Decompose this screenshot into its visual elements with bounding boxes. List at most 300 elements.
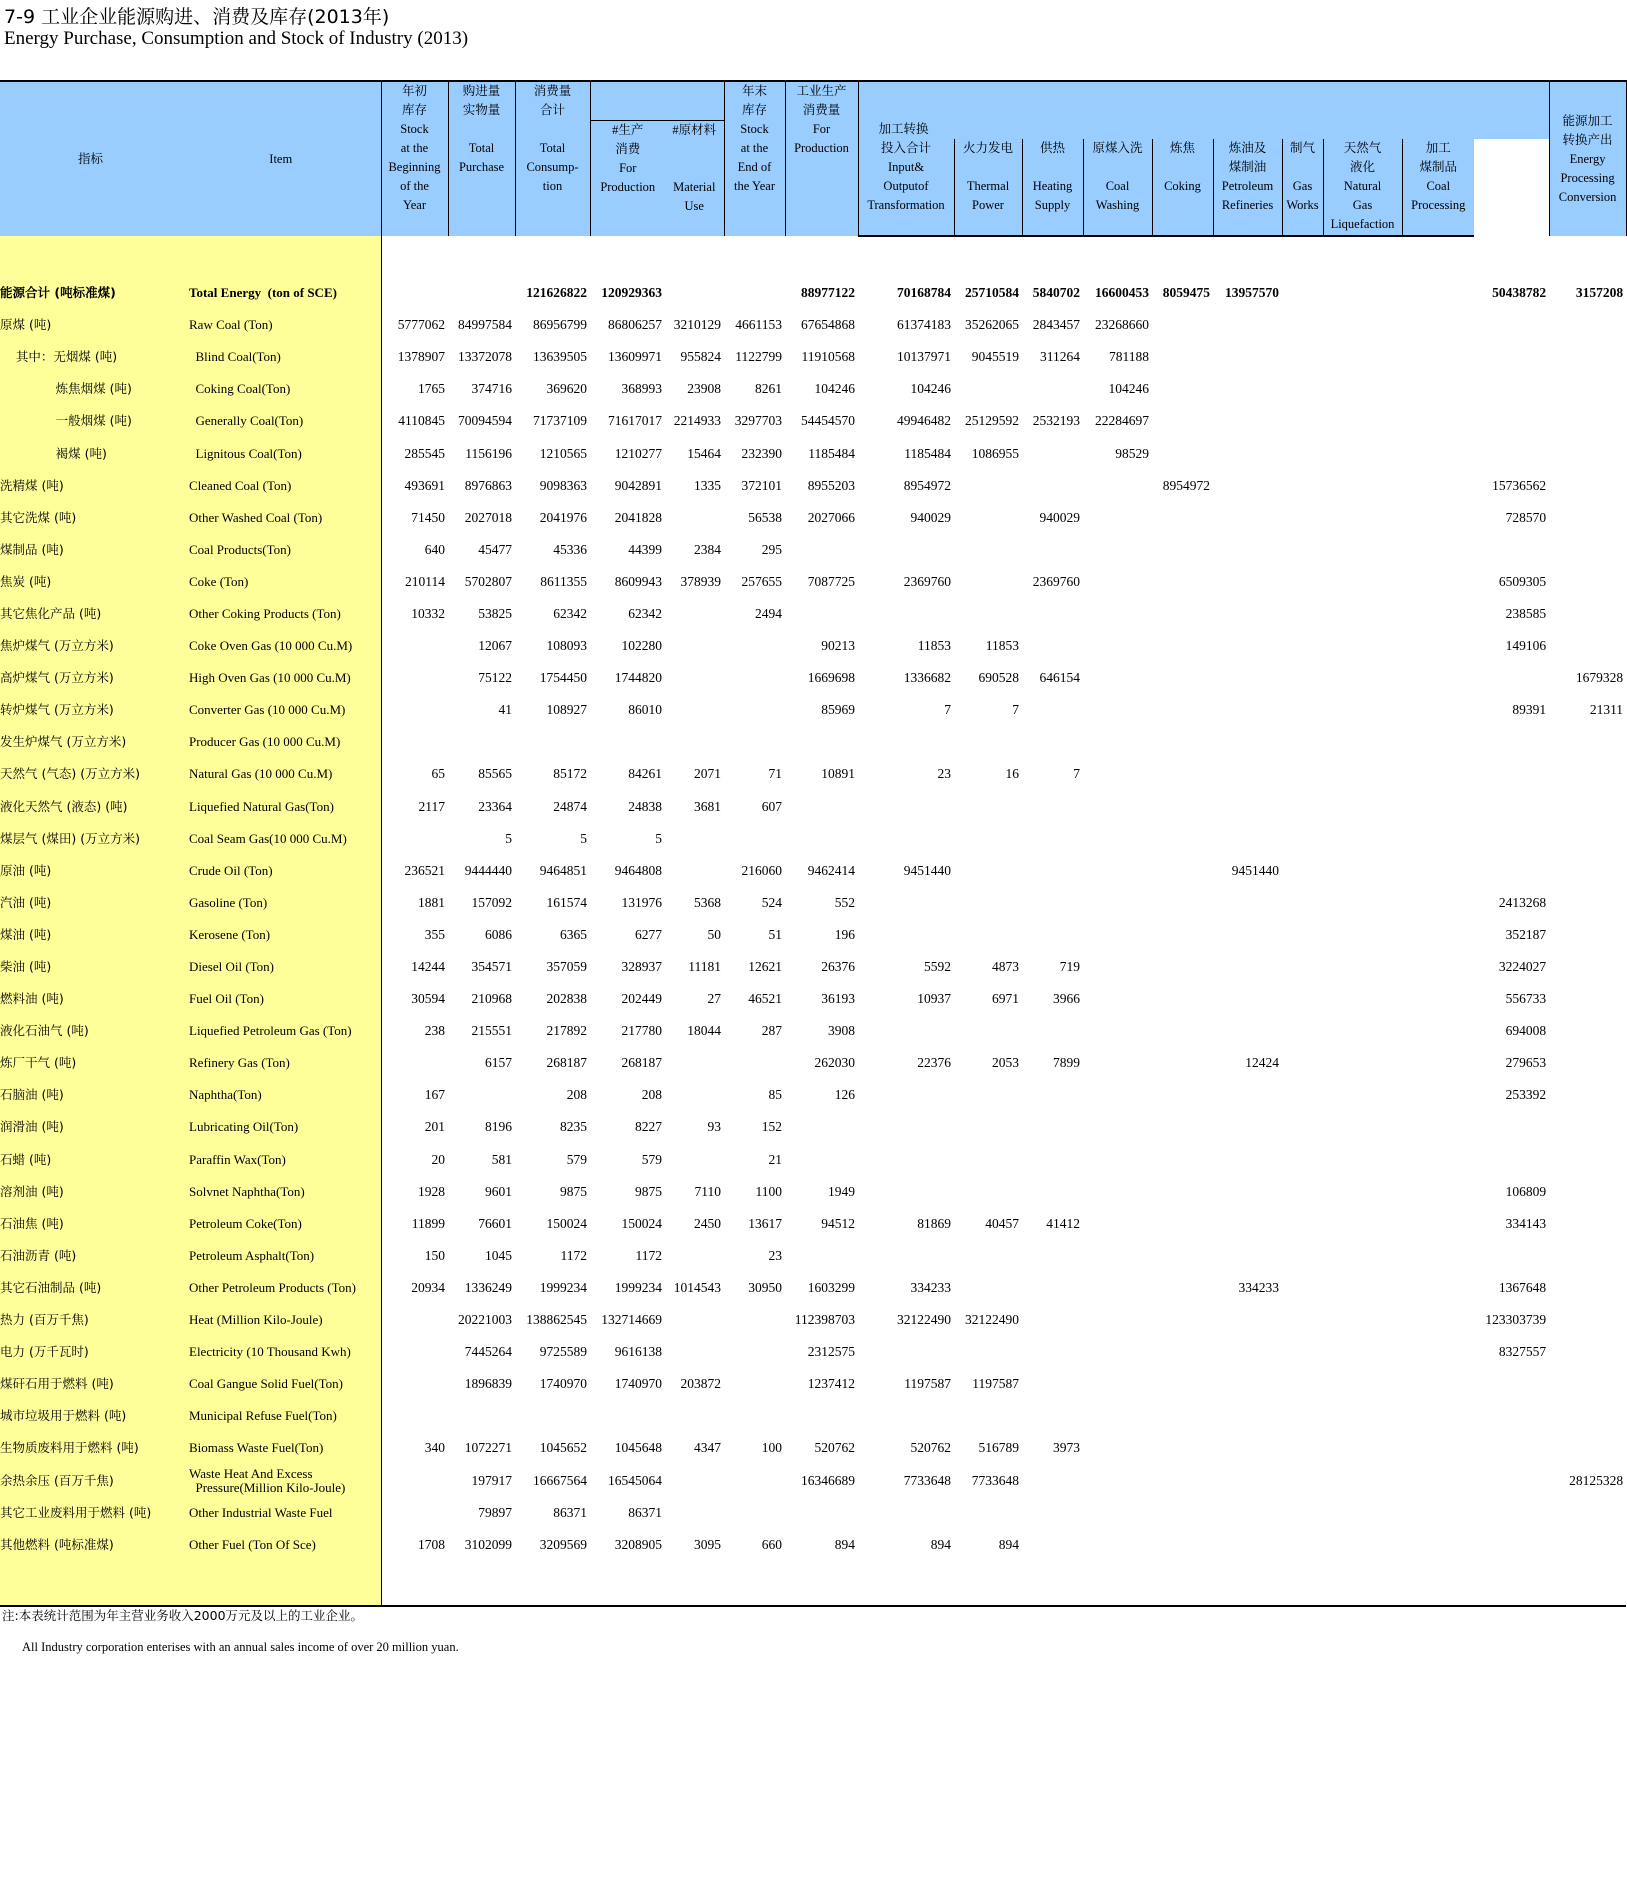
table-cell — [665, 1336, 724, 1368]
table-cell: 71 — [768, 766, 782, 782]
table-cell — [1402, 1497, 1474, 1529]
table-cell — [665, 662, 724, 694]
table-cell: 23 — [937, 766, 951, 782]
table-cell: 1336682 — [903, 670, 951, 686]
table-cell: 1210277 — [614, 445, 662, 461]
table-cell: 15464 — [687, 445, 721, 461]
table-cell: 61374183 — [897, 317, 951, 333]
table-cell — [954, 791, 1022, 823]
table-cell: 9451440 — [903, 862, 951, 878]
table-cell: 328937 — [621, 959, 662, 975]
table-row — [0, 791, 1627, 823]
table-cell — [448, 726, 515, 758]
table-cell: 2843457 — [1032, 317, 1080, 333]
table-cell — [1549, 1208, 1626, 1240]
table-cell — [1213, 823, 1282, 855]
table-cell — [1022, 919, 1083, 951]
table-cell — [1474, 1497, 1549, 1529]
row-label-cn: 城市垃圾用于燃料 (吨) — [0, 1400, 181, 1432]
table-cell — [1402, 1464, 1474, 1496]
row-label-cn: 能源合计 (吨标准煤) — [0, 277, 181, 309]
table-cell — [1474, 1368, 1549, 1400]
table-cell: 25129592 — [965, 413, 1019, 429]
row-label-en: Other Washed Coal (Ton) — [181, 502, 381, 534]
table-cell — [1323, 1432, 1402, 1464]
table-cell — [954, 534, 1022, 566]
table-cell — [1323, 855, 1402, 887]
table-cell: 12067 — [478, 638, 512, 654]
table-cell — [1083, 919, 1152, 951]
row-label-cn: 其中：无烟煤 (吨) — [0, 341, 181, 373]
table-cell: 4873 — [992, 959, 1019, 975]
table-cell — [1152, 1464, 1213, 1496]
table-cell — [1402, 373, 1474, 405]
table-cell — [1549, 1079, 1626, 1111]
table-cell — [1152, 341, 1213, 373]
table-cell — [724, 277, 785, 309]
table-cell — [724, 630, 785, 662]
table-cell — [724, 1368, 785, 1400]
table-cell — [1022, 694, 1083, 726]
table-cell: 14244 — [381, 951, 448, 983]
table-cell — [1549, 1111, 1626, 1143]
row-label-en: Coke Oven Gas (10 000 Cu.M) — [181, 630, 381, 662]
table-cell: 10937 — [917, 991, 951, 1007]
table-cell: 202449 — [621, 991, 662, 1007]
table-cell — [1474, 405, 1549, 437]
table-cell — [1282, 1111, 1323, 1143]
table-cell: 1740970 — [539, 1376, 587, 1392]
table-cell: 16600453 — [1095, 285, 1149, 301]
table-cell: 104246 — [814, 381, 855, 397]
table-cell — [1083, 1047, 1152, 1079]
table-cell — [1083, 470, 1152, 502]
table-cell: 71737109 — [533, 413, 587, 429]
table-cell — [590, 726, 665, 758]
row-label-en: High Oven Gas (10 000 Cu.M) — [181, 662, 381, 694]
table-cell — [1282, 1144, 1323, 1176]
table-cell — [954, 1240, 1022, 1272]
table-cell — [1402, 502, 1474, 534]
row-label-en: Heat (Million Kilo-Joule) — [181, 1304, 381, 1336]
table-cell — [1282, 983, 1323, 1015]
table-cell: 157092 — [471, 894, 512, 910]
table-cell: 18044 — [687, 1023, 721, 1039]
table-cell — [665, 855, 724, 887]
table-cell — [1323, 951, 1402, 983]
row-label-cn: 焦炭 (吨) — [0, 566, 181, 598]
table-cell: 9045519 — [971, 349, 1019, 365]
table-row — [0, 309, 1627, 341]
row-label-en: Other Fuel (Ton Of Sce) — [181, 1529, 381, 1561]
table-cell: 44399 — [628, 541, 662, 557]
table-cell: 10891 — [821, 766, 855, 782]
table-cell: 2041828 — [614, 509, 662, 525]
table-cell: 108927 — [546, 702, 587, 718]
table-cell: 3157208 — [1575, 285, 1624, 301]
row-label-cn: 石蜡 (吨) — [0, 1144, 181, 1176]
table-cell — [1474, 823, 1549, 855]
table-row — [0, 1208, 1627, 1240]
page-title-en: Energy Purchase, Consumption and Stock of Industry (2013) — [4, 28, 469, 49]
table-cell — [1152, 726, 1213, 758]
table-cell: 108093 — [546, 638, 587, 654]
table-cell: 8976863 — [464, 477, 512, 493]
table-cell — [381, 1368, 448, 1400]
table-cell — [1282, 726, 1323, 758]
table-cell — [1402, 983, 1474, 1015]
table-cell: 334143 — [1505, 1215, 1547, 1231]
table-cell: 3681 — [694, 798, 721, 814]
table-cell: 2384 — [694, 541, 721, 557]
table-cell — [954, 1015, 1022, 1047]
table-cell — [1549, 1368, 1626, 1400]
table-cell — [1402, 277, 1474, 309]
row-label-en: Liquefied Petroleum Gas (Ton) — [181, 1015, 381, 1047]
table-cell: 8327557 — [1498, 1344, 1547, 1360]
table-cell — [1083, 1497, 1152, 1529]
table-cell: 23 — [768, 1247, 782, 1263]
table-cell — [1402, 887, 1474, 919]
table-cell: 8196 — [485, 1119, 512, 1135]
table-cell: 208 — [566, 1087, 587, 1103]
table-cell: 1367648 — [1498, 1279, 1547, 1295]
table-cell — [1213, 437, 1282, 469]
table-cell — [1549, 983, 1626, 1015]
table-cell — [1323, 373, 1402, 405]
table-cell — [1152, 405, 1213, 437]
table-cell — [1402, 694, 1474, 726]
table-cell: 232390 — [741, 445, 782, 461]
table-cell: 65 — [381, 758, 448, 790]
table-cell: 2312575 — [807, 1344, 855, 1360]
table-cell — [1083, 598, 1152, 630]
row-label-en: Crude Oil (Ton) — [181, 855, 381, 887]
header-transformation: 投入合计 Input& Outputof Transformation — [858, 139, 954, 236]
table-cell — [1282, 1047, 1323, 1079]
table-cell: 20934 — [381, 1272, 448, 1304]
row-label-en: Refinery Gas (Ton) — [181, 1047, 381, 1079]
table-cell: 41 — [498, 702, 512, 718]
table-row — [0, 983, 1627, 1015]
table-cell: 3224027 — [1498, 959, 1547, 975]
table-row — [0, 373, 1627, 405]
table-cell — [1474, 1529, 1549, 1561]
table-cell — [1402, 598, 1474, 630]
table-cell — [1152, 630, 1213, 662]
table-cell — [448, 1079, 515, 1111]
table-cell — [1323, 887, 1402, 919]
table-cell: 1949 — [828, 1183, 855, 1199]
row-label-cn: 发生炉煤气 (万立方米) — [0, 726, 181, 758]
table-cell — [954, 1176, 1022, 1208]
table-cell: 36193 — [821, 991, 855, 1007]
table-cell — [1152, 1208, 1213, 1240]
table-cell: 1669698 — [807, 670, 855, 686]
table-cell: 45336 — [553, 541, 587, 557]
table-cell: 9464808 — [614, 862, 662, 878]
table-cell — [858, 1111, 954, 1143]
header-coking: 炼焦 Coking — [1152, 139, 1213, 236]
table-cell: 1122799 — [735, 349, 782, 365]
table-cell: 20221003 — [458, 1312, 512, 1328]
table-cell: 2369760 — [903, 573, 951, 589]
table-cell: 32122490 — [965, 1312, 1019, 1328]
table-cell: 660 — [761, 1536, 782, 1552]
table-cell: 8954972 — [903, 477, 951, 493]
note-en: All Industry corporation enterises with an annual sales income of over 20 million yuan. — [22, 1640, 459, 1654]
table-cell — [1402, 1079, 1474, 1111]
table-cell: 9725589 — [539, 1344, 587, 1360]
table-cell — [1282, 1240, 1323, 1272]
table-cell — [1323, 598, 1402, 630]
table-cell — [1549, 791, 1626, 823]
table-cell — [1083, 662, 1152, 694]
table-cell: 268187 — [621, 1055, 662, 1071]
table-cell — [1022, 1240, 1083, 1272]
table-cell: 84261 — [628, 766, 662, 782]
table-cell: 16 — [1005, 766, 1019, 782]
table-cell: 1603299 — [807, 1279, 855, 1295]
table-cell — [858, 1079, 954, 1111]
table-cell — [1549, 1497, 1626, 1529]
table-cell — [724, 1464, 785, 1496]
header-stock-begin: 年初 库存 Stock at the Beginning of the Year — [381, 81, 448, 236]
table-cell — [1549, 1400, 1626, 1432]
table-cell — [1549, 951, 1626, 983]
row-label-cn: 其它焦化产品 (吨) — [0, 598, 181, 630]
table-cell: 22284697 — [1095, 413, 1149, 429]
table-cell — [954, 373, 1022, 405]
table-cell — [1083, 855, 1152, 887]
table-cell — [1549, 341, 1626, 373]
table-cell — [724, 1047, 785, 1079]
table-cell — [1474, 1240, 1549, 1272]
row-label-en: Lignitous Coal(Ton) — [181, 437, 381, 469]
table-cell — [1402, 855, 1474, 887]
table-cell: 30950 — [748, 1279, 782, 1295]
table-cell — [1152, 1111, 1213, 1143]
table-cell — [1213, 341, 1282, 373]
table-cell — [1323, 662, 1402, 694]
table-cell: 1185484 — [808, 445, 855, 461]
table-cell: 40457 — [985, 1215, 1019, 1231]
table-cell — [1083, 1240, 1152, 1272]
table-cell: 217892 — [546, 1023, 587, 1039]
table-cell: 104246 — [1108, 381, 1149, 397]
table-cell — [1323, 470, 1402, 502]
row-label-cn: 煤油 (吨) — [0, 919, 181, 951]
table-cell: 196 — [834, 926, 855, 942]
table-cell: 607 — [761, 798, 782, 814]
table-cell — [1213, 598, 1282, 630]
table-cell: 1740970 — [614, 1376, 662, 1392]
table-cell: 10332 — [381, 598, 448, 630]
table-cell — [381, 694, 448, 726]
table-cell — [1282, 598, 1323, 630]
row-label-en: Raw Coal (Ton) — [181, 309, 381, 341]
row-label-cn: 热力 (百万千焦) — [0, 1304, 181, 1336]
table-cell — [1282, 823, 1323, 855]
table-cell: 98529 — [1115, 445, 1149, 461]
table-cell: 106809 — [1505, 1183, 1547, 1199]
table-cell: 894 — [930, 1536, 951, 1552]
table-cell: 79897 — [478, 1504, 512, 1520]
table-cell — [1152, 1079, 1213, 1111]
table-cell — [1549, 534, 1626, 566]
table-cell — [1282, 1176, 1323, 1208]
table-cell — [1402, 1176, 1474, 1208]
table-cell — [1549, 405, 1626, 437]
table-cell — [1152, 1368, 1213, 1400]
table-cell — [858, 534, 954, 566]
table-cell — [1402, 1400, 1474, 1432]
row-label-cn: 液化天然气 (液态) (吨) — [0, 791, 181, 823]
table-cell — [1152, 855, 1213, 887]
table-cell — [1022, 1111, 1083, 1143]
table-cell — [590, 1400, 665, 1432]
table-cell — [1213, 470, 1282, 502]
table-cell — [1152, 309, 1213, 341]
table-cell — [1213, 1079, 1282, 1111]
row-label-en: Natural Gas (10 000 Cu.M) — [181, 758, 381, 790]
table-row — [0, 598, 1627, 630]
table-cell — [1282, 566, 1323, 598]
table-cell — [1152, 1272, 1213, 1304]
table-cell: 94512 — [821, 1215, 855, 1231]
table-cell — [954, 1400, 1022, 1432]
table-cell — [1549, 437, 1626, 469]
table-cell: 23364 — [478, 798, 512, 814]
table-cell: 1100 — [755, 1183, 782, 1199]
table-cell: 1708 — [381, 1529, 448, 1561]
table-cell: 138862545 — [526, 1312, 587, 1328]
table-cell — [1152, 437, 1213, 469]
table-cell: 2413268 — [1498, 894, 1547, 910]
table-cell — [1213, 726, 1282, 758]
table-cell — [1402, 758, 1474, 790]
table-cell — [1549, 309, 1626, 341]
table-cell — [724, 1400, 785, 1432]
table-cell — [665, 1047, 724, 1079]
table-cell — [381, 726, 448, 758]
row-label-en: Coal Gangue Solid Fuel(Ton) — [181, 1368, 381, 1400]
table-cell: 2494 — [755, 605, 782, 621]
table-cell: 5840702 — [1032, 285, 1080, 301]
table-cell: 940029 — [910, 509, 951, 525]
table-cell: 27 — [707, 991, 721, 1007]
table-cell — [665, 630, 724, 662]
table-cell — [1213, 694, 1282, 726]
table-cell — [1083, 1079, 1152, 1111]
table-cell: 1014543 — [673, 1279, 721, 1295]
row-label-en: Fuel Oil (Ton) — [181, 983, 381, 1015]
table-cell: 2214933 — [673, 413, 721, 429]
table-cell — [1323, 1368, 1402, 1400]
table-cell — [515, 726, 590, 758]
table-cell — [1022, 437, 1083, 469]
table-cell: 640 — [381, 534, 448, 566]
row-label-cn: 煤层气 (煤田) (万立方米) — [0, 823, 181, 855]
table-cell: 6086 — [485, 926, 512, 942]
table-cell: 11181 — [688, 959, 721, 975]
row-label-cn: 煤矸石用于燃料 (吨) — [0, 1368, 181, 1400]
row-label-cn: 煤制品 (吨) — [0, 534, 181, 566]
table-cell: 15736562 — [1492, 477, 1547, 493]
table-cell — [1402, 1047, 1474, 1079]
table-cell: 84997584 — [458, 317, 512, 333]
row-label-en: Petroleum Asphalt(Ton) — [181, 1240, 381, 1272]
table-cell: 3209569 — [539, 1536, 587, 1552]
table-cell: 2041976 — [539, 509, 587, 525]
table-cell: 1765 — [381, 373, 448, 405]
table-cell — [954, 887, 1022, 919]
table-cell — [1323, 1047, 1402, 1079]
table-cell — [954, 726, 1022, 758]
table-cell: 3973 — [1053, 1440, 1080, 1456]
table-cell: 2369760 — [1032, 573, 1080, 589]
table-cell — [1323, 566, 1402, 598]
table-cell — [954, 566, 1022, 598]
table-cell — [1474, 1464, 1549, 1496]
table-cell: 86371 — [628, 1504, 662, 1520]
table-cell — [1152, 1144, 1213, 1176]
table-cell: 5592 — [924, 959, 951, 975]
table-cell — [1282, 1497, 1323, 1529]
row-label-cn: 生物质废料用于燃料 (吨) — [0, 1432, 181, 1464]
table-cell — [1402, 1208, 1474, 1240]
table-cell — [858, 1336, 954, 1368]
table-row — [0, 1529, 1627, 1561]
table-cell — [1402, 1240, 1474, 1272]
row-label-en: Electricity (10 Thousand Kwh) — [181, 1336, 381, 1368]
table-cell: 5 — [655, 830, 662, 846]
table-cell: 8235 — [560, 1119, 587, 1135]
table-cell: 50438782 — [1492, 285, 1547, 301]
table-cell: 334233 — [910, 1279, 951, 1295]
table-cell: 85565 — [478, 766, 512, 782]
table-cell — [1213, 1368, 1282, 1400]
table-cell: 70094594 — [458, 413, 512, 429]
table-cell — [1474, 791, 1549, 823]
table-row — [0, 1047, 1627, 1079]
table-cell — [785, 726, 858, 758]
table-cell: 1378907 — [381, 341, 448, 373]
table-cell — [1213, 1304, 1282, 1336]
table-cell — [1213, 1529, 1282, 1561]
table-cell: 16667564 — [533, 1472, 587, 1488]
table-cell — [1282, 277, 1323, 309]
table-cell — [1083, 566, 1152, 598]
table-cell — [1474, 437, 1549, 469]
table-row — [0, 855, 1627, 887]
row-label-cn: 余热余压 (百万千焦) — [0, 1464, 181, 1496]
table-cell — [1083, 1111, 1152, 1143]
table-row — [0, 341, 1627, 373]
table-cell — [1152, 758, 1213, 790]
table-cell — [1402, 309, 1474, 341]
table-cell: 88977122 — [801, 285, 855, 301]
table-cell: 1156196 — [465, 445, 512, 461]
table-cell: 1045652 — [539, 1440, 587, 1456]
table-cell: 2071 — [694, 766, 721, 782]
header-heating-supply: 供热 Heating Supply — [1022, 139, 1083, 236]
table-cell: 8059475 — [1162, 285, 1210, 301]
table-cell — [785, 1111, 858, 1143]
table-cell — [1213, 1400, 1282, 1432]
table-cell: 8227 — [635, 1119, 662, 1135]
table-cell — [1402, 951, 1474, 983]
